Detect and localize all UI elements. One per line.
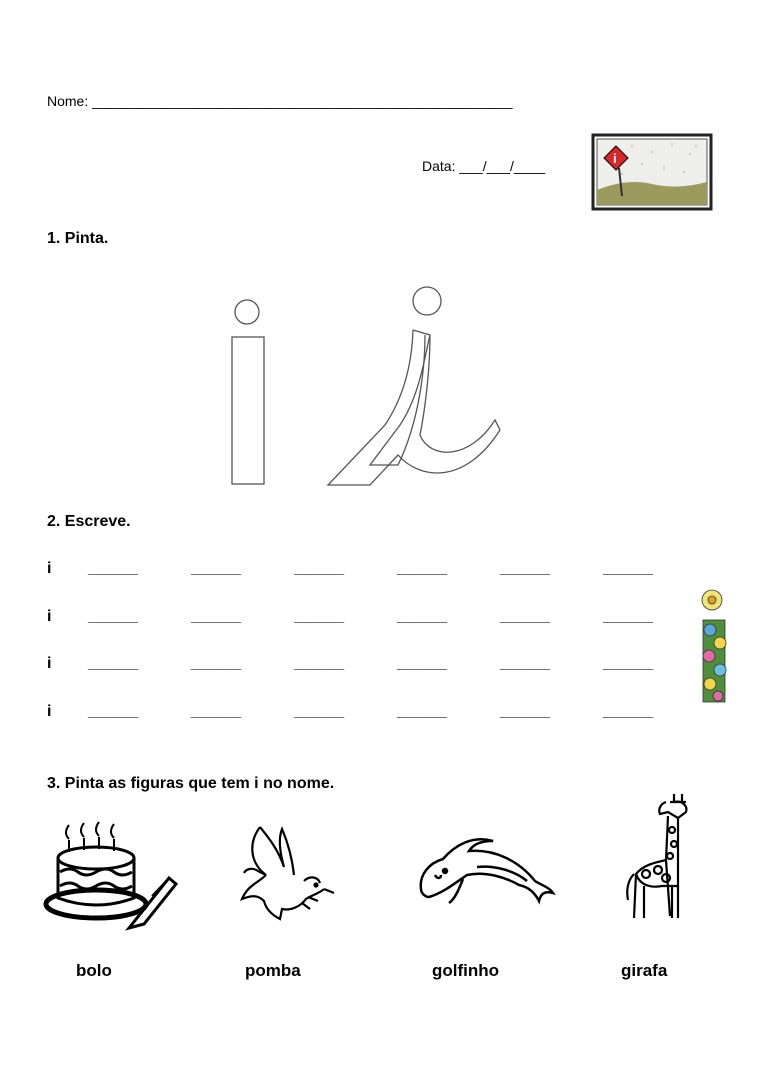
section1-title: 1. Pinta. [47, 230, 109, 247]
blank-line[interactable]: ______ [191, 608, 242, 625]
blank-line[interactable]: ______ [603, 703, 654, 720]
blank-line[interactable]: ______ [603, 560, 654, 577]
picture-label-golfinho: golfinho [432, 961, 500, 980]
blank-line[interactable]: ______ [191, 703, 242, 720]
svg-text:i: i [613, 151, 617, 166]
giraffe-icon [622, 790, 694, 925]
dove-icon [238, 823, 338, 923]
blank-line[interactable]: ______ [294, 703, 345, 720]
row-letter: i [47, 703, 52, 720]
blank-line[interactable]: ______ [500, 608, 551, 625]
letter-i-outline-drawing [220, 280, 560, 495]
blank-line[interactable]: ______ [500, 703, 551, 720]
row-letter: i [47, 608, 52, 625]
blank-line[interactable]: ______ [500, 560, 551, 577]
name-field: Nome: ______________________________________________________ [47, 93, 513, 109]
flower-letter-i-decoration [698, 588, 734, 706]
blank-line[interactable]: ______ [500, 655, 551, 672]
dolphin-icon [415, 827, 555, 915]
blank-line[interactable]: ______ [294, 655, 345, 672]
cake-icon [44, 820, 179, 932]
blank-line[interactable]: ______ [397, 703, 448, 720]
blank-line[interactable]: ______ [88, 703, 139, 720]
row-letter: i [47, 655, 52, 672]
blank-line[interactable]: ______ [294, 560, 345, 577]
blank-line[interactable]: ______ [88, 608, 139, 625]
blank-line[interactable]: ______ [294, 608, 345, 625]
row-letter: i [47, 560, 52, 577]
sign-picture [592, 134, 712, 210]
picture-label-pomba: pomba [245, 961, 301, 980]
blank-line[interactable]: ______ [88, 655, 139, 672]
blank-line[interactable]: ______ [397, 560, 448, 577]
blank-line[interactable]: ______ [397, 608, 448, 625]
blank-line[interactable]: ______ [397, 655, 448, 672]
section2-title: 2. Escreve. [47, 513, 131, 530]
date-field: Data: ___/___/____ [422, 158, 545, 174]
blank-line[interactable]: ______ [603, 608, 654, 625]
section3-title: 3. Pinta as figuras que tem i no nome. [47, 775, 335, 792]
blank-line[interactable]: ______ [191, 655, 242, 672]
blank-line[interactable]: ______ [88, 560, 139, 577]
picture-label-bolo: bolo [76, 961, 112, 980]
blank-line[interactable]: ______ [603, 655, 654, 672]
picture-label-girafa: girafa [621, 961, 668, 980]
blank-line[interactable]: ______ [191, 560, 242, 577]
